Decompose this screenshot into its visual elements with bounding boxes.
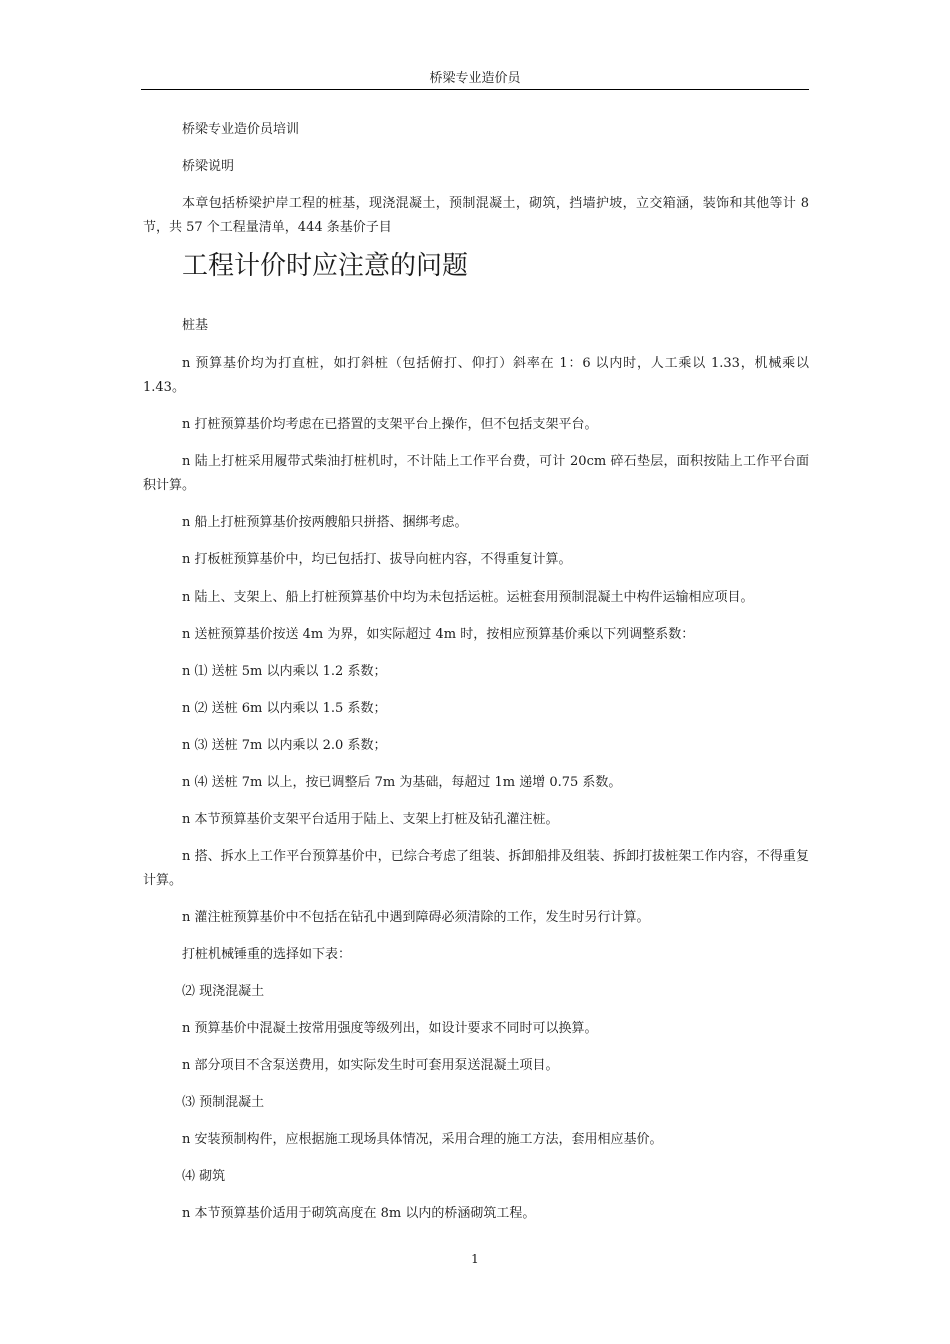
list-item: n 打桩预算基价均考虑在已搭置的支架平台上操作，但不包括支架平台。 bbox=[182, 417, 598, 432]
list-item: n ⑵ 送桩 6m 以内乘以 1.5 系数； bbox=[182, 701, 387, 716]
page-number: 1 bbox=[471, 1252, 479, 1266]
section-title-cast-concrete: ⑵ 现浇混凝土 bbox=[182, 984, 265, 999]
page-header: 桥梁专业造价员 bbox=[429, 71, 521, 86]
list-item: n 安装预制构件，应根据施工现场具体情况，采用合理的施工方法，套用相应基价。 bbox=[182, 1132, 663, 1147]
list-item: 打桩机械锤重的选择如下表： bbox=[182, 947, 352, 962]
list-item: n 预算基价均为打直桩，如打斜桩（包括俯打、仰打）斜率在 1：6 以内时，人工乘以 1.33，机械乘以 1.43。 bbox=[143, 356, 809, 395]
list-item: n 打板桩预算基价中，均已包括打、拔导向桩内容，不得重复计算。 bbox=[182, 552, 572, 567]
intro-line-description: 桥梁说明 bbox=[182, 159, 235, 174]
list-item: n 船上打桩预算基价按两艘船只拼搭、捆绑考虑。 bbox=[182, 515, 468, 530]
list-item: n 搭、拆水上工作平台预算基价中，已综合考虑了组装、拆卸船排及组装、拆卸打拔桩架工作内容，不得重复计算。 bbox=[143, 849, 809, 888]
list-item: n 本节预算基价支架平台适用于陆上、支架上打桩及钻孔灌注桩。 bbox=[182, 812, 559, 827]
intro-line-training: 桥梁专业造价员培训 bbox=[182, 122, 300, 137]
intro-paragraph: 本章包括桥梁护岸工程的桩基，现浇混凝土，预制混凝土，砌筑，挡墙护坡，立交箱涵，装饰和其他等计 8 节，共 57 个工程量清单，444 条基价子目 bbox=[143, 196, 809, 235]
section-title-piles: 桩基 bbox=[182, 318, 209, 333]
section-title-precast: ⑶ 预制混凝土 bbox=[182, 1095, 265, 1110]
list-item: n 灌注桩预算基价中不包括在钻孔中遇到障碍必须清除的工作，发生时另行计算。 bbox=[182, 910, 650, 925]
list-item: n 送桩预算基价按送 4m 为界，如实际超过 4m 时，按相应预算基价乘以下列调整系数： bbox=[182, 627, 695, 642]
header-divider bbox=[141, 89, 809, 90]
list-item: n 部分项目不含泵送费用，如实际发生时可套用泵送混凝土项目。 bbox=[182, 1058, 559, 1073]
list-item: n 预算基价中混凝土按常用强度等级列出，如设计要求不同时可以换算。 bbox=[182, 1021, 598, 1036]
list-item: n ⑴ 送桩 5m 以内乘以 1.2 系数； bbox=[182, 664, 387, 679]
section-title-masonry: ⑷ 砌筑 bbox=[182, 1169, 226, 1184]
section-heading: 工程计价时应注意的问题 bbox=[182, 251, 469, 281]
list-item: n 陆上打桩采用履带式柴油打桩机时，不计陆上工作平台费，可计 20cm 碎石垫层，面积按陆上工作平台面积计算。 bbox=[143, 454, 809, 493]
list-item: n 陆上、支架上、船上打桩预算基价中均为未包括运桩。运桩套用预制混凝土中构件运输相应项目。 bbox=[182, 590, 754, 605]
list-item: n ⑶ 送桩 7m 以内乘以 2.0 系数； bbox=[182, 738, 387, 753]
list-item: n ⑷ 送桩 7m 以上，按已调整后 7m 为基础，每超过 1m 递增 0.75 系数。 bbox=[182, 775, 622, 790]
list-item: n 本节预算基价适用于砌筑高度在 8m 以内的桥涵砌筑工程。 bbox=[182, 1206, 536, 1221]
